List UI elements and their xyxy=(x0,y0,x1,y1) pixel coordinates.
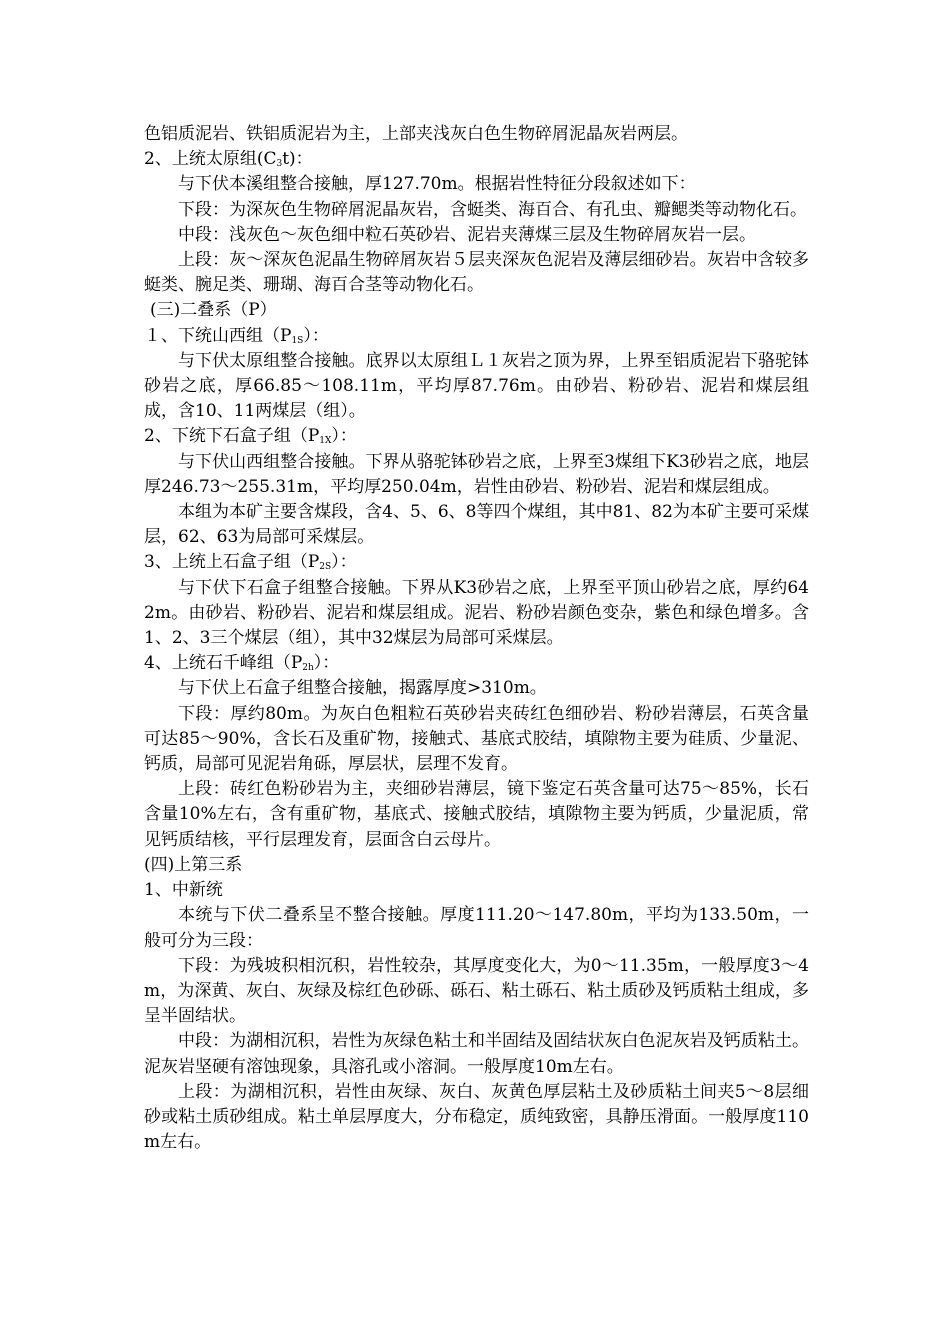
heading-permian-system: (三)二叠系（P） xyxy=(149,300,277,321)
heading-upper-tertiary: (四)上第三系 xyxy=(144,854,243,875)
paragraph-xiashihezi-contact: 与下伏山西组整合接触。下界从骆驼钵砂岩之底，上界至3煤组下K3砂岩之底，地层厚246.73～255.31m，平均厚250.04m，岩性由砂岩、粉砂岩、泥岩和煤层组成。 xyxy=(144,451,809,497)
heading-shiqianfeng-formation: 4、上统石千峰组$(P_{2h})$： xyxy=(144,653,340,674)
paragraph-miocene-lower: 下段：为残坡积相沉积，岩性较杂，其厚度变化大，为0～11.35m，一般厚度3～4m，为深黄、灰白、灰绿及棕红色砂砾、砾石、粘土砾石、粘土质砂及钙质粘土组成，多呈半固结状。 xyxy=(144,955,809,1027)
paragraph-taiyuan-upper: 上段：灰～深灰色泥晶生物碎屑灰岩５层夹深灰色泥岩及薄层细砂岩。灰岩中含较多蜓类、腕足类、珊瑚、海百合茎等动物化石。 xyxy=(144,250,809,296)
heading-taiyuan-formation: 2、上统太原组$(C_3t)$： xyxy=(144,149,313,170)
heading-shangshihezi-formation: 3、上统上石盒子组$(P_{2S})$： xyxy=(144,552,357,573)
paragraph-shiqianfeng-upper: 上段：砖红色粉砂岩为主，夹细砂岩薄层，镜下鉴定石英含量可达75～85%，长石含量10%左右，含有重矿物，基底式、接触式胶结，填隙物主要为钙质，少量泥质，常见钙质结核，平行层理发育，层面含白云母片。 xyxy=(144,779,809,850)
paragraph-benxi-tail: 色铝质泥岩、铁铝质泥岩为主，上部夹浅灰白色生物碎屑泥晶灰岩两层。 xyxy=(144,124,688,144)
paragraph-shiqianfeng-lower: 下段：厚约80m。为灰白色粗粒石英砂岩夹砖红色细砂岩、粉砂岩薄层，石英含量可达85～90%，含长石及重矿物，接触式、基底式胶结，填隙物主要为硅质、少量泥、钙质，局部可见泥岩角砾，厚层状，层理不发育。 xyxy=(144,703,809,775)
heading-shanxi-formation: １、下统山西组$(P_{1S})$： xyxy=(144,325,329,346)
paragraph-xiashihezi-coal: 本组为本矿主要含煤段，含4、5、6、8等四个煤组，其中81、82为本矿主要可采煤层，62、63为局部可采煤层。 xyxy=(144,502,809,548)
paragraph-taiyuan-middle: 中段：浅灰色～灰色细中粒石英砂岩、泥岩夹薄煤三层及生物碎屑灰岩一层。 xyxy=(178,224,756,245)
paragraph-taiyuan-lower: 下段：为深灰色生物碎屑泥晶灰岩，含蜓类、海百合、有孔虫、瓣鳃类等动物化石。 xyxy=(178,199,807,220)
paragraph-miocene-overview: 本统与下伏二叠系呈不整合接触。厚度111.20～147.80m，平均为133.50m，一般可分为三段： xyxy=(144,905,809,951)
heading-xiashihezi-formation: 2、下统下石盒子组$(P_{1X})$： xyxy=(144,426,357,447)
paragraph-taiyuan-contact: 与下伏本溪组整合接触，厚127.70m。根据岩性特征分段叙述如下： xyxy=(178,174,696,195)
paragraph-shanxi-description: 与下伏太原组整合接触。底界以太原组Ｌ１灰岩之顶为界，上界至铝质泥岩下骆驼钵砂岩之底，厚66.85～108.11m，平均厚87.76m。由砂岩、粉砂岩、泥岩和煤层组成，含10、11两煤层（组）。 xyxy=(144,350,809,422)
heading-miocene-series: 1、中新统 xyxy=(144,880,223,901)
paragraph-miocene-upper: 上段：为湖相沉积，岩性由灰绿、灰白、灰黄色厚层粘土及砂质粘土间夹5～8层细砂或粘土质砂组成。粘土单层厚度大，分布稳定，质纯致密，具静压滑面。一般厚度110m左右。 xyxy=(144,1081,809,1153)
document-body xyxy=(144,122,809,1155)
paragraph-shiqianfeng-contact: 与下伏上石盒子组整合接触，揭露厚度>310m。 xyxy=(178,678,547,699)
paragraph-miocene-middle: 中段：为湖相沉积，岩性为灰绿色粘土和半固结及固结状灰白色泥灰岩及钙质粘土。泥灰岩坚硬有溶蚀现象，具溶孔或小溶洞。一般厚度10m左右。 xyxy=(144,1031,809,1077)
paragraph-shangshihezi-description: 与下伏下石盒子组整合接触。下界从K3砂岩之底，上界至平顶山砂岩之底，厚约642m。由砂岩、粉砂岩、泥岩和煤层组成。泥岩、粉砂岩颜色变杂，紫色和绿色增多。含1、2、3三个煤层（组），其中32煤层为局部可采煤层。 xyxy=(144,577,809,649)
